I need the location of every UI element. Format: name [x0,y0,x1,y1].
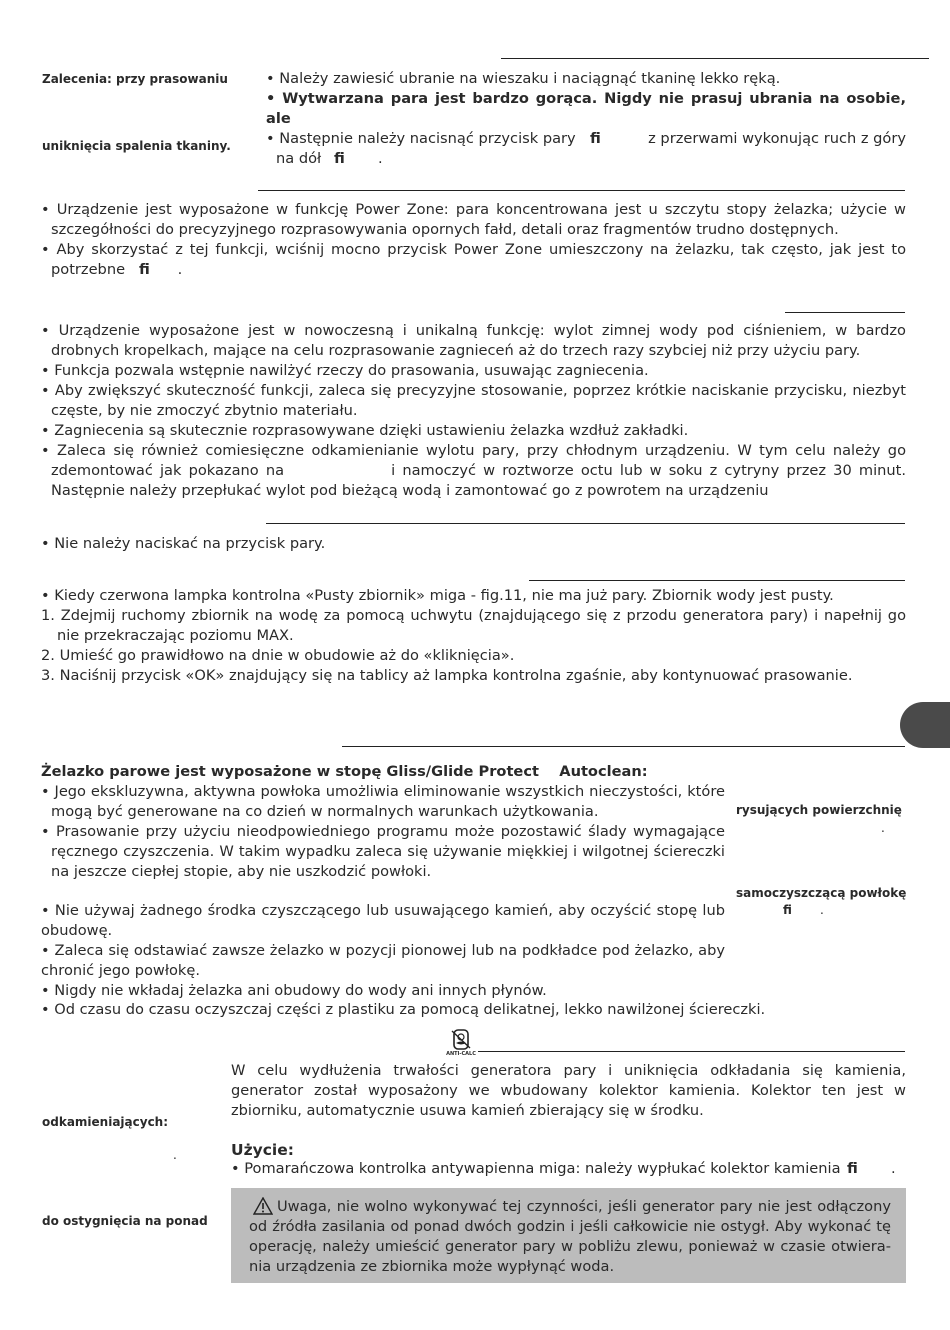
side-label-1: Zalecenia: przy prasowaniu [42,72,228,86]
sec6-line-5: • Nigdy nie wkładaj żelazka ani obudowy do wody ani innych płynów. [41,982,547,999]
sec5-text [41,586,906,686]
side-label-3-tail: . [881,821,885,835]
side-label-4: samoczyszczącą powłokę [736,886,907,900]
sec1-fig-2: ﬁ [334,150,345,167]
sec3-line-1: • Urządzenie wyposażone jest w nowoczesną i unikalną funkcję: wylot zimnej wody pod ciśnieniem, w bardzo drobnych kropelkach, mające na celu rozprasowanie zagnieceń aż do trzech razy szybciej niż przy użyciu pary. [41,322,906,359]
section-rule-7 [478,1051,905,1052]
sec3-line-5a: • Zaleca się również comiesięczne odkamienianie wylotu pary, przy chłodnym urządzeniu. W tym celu należy go zdemontować jak pokazano na [41,442,906,479]
warning-box [231,1188,906,1283]
side-label-4-tail: . [820,903,824,917]
sec1-line-4b: . [378,150,383,167]
sec7-usage-fig: ﬁ [847,1160,858,1177]
sec6-heading: Żelazko parowe jest wyposażone w stopę Gliss/Glide Protect Autoclean: [41,763,648,780]
sec6-text-a [41,782,725,882]
sec1-line-1: • Należy zawiesić ubranie na wieszaku i naciągnąć tkaninę lekko ręką. [266,70,781,87]
sec7-usage-line-a: • Pomarańczowa kontrolka antywapienna miga: należy wypłukać kolektor kamienia [231,1160,841,1177]
sec6-line-6: • Od czasu do czasu oczyszczaj części z plastiku za pomocą delikatnej, lekko nawilżonej ściereczki. [41,1001,766,1018]
section-rule-6 [342,746,905,747]
sec7-usage-heading: Użycie: [231,1141,294,1159]
sec5-line-2: 1. Zdejmij ruchomy zbiornik na wodę za pomocą uchwytu (znajdującego się z przodu generatora pary) i napełnij go nie przekraczając poziomu MAX. [41,607,906,644]
sec4-line-1: • Nie należy naciskać na przycisk pary. [41,535,326,552]
warning-text-content: Uwaga, nie wolno wykonywać tej czynności, jeśli generator pary nie jest odłączony od źródła zasilania od ponad dwóch godzin i jeśli całkowicie nie ostygł. Aby wykonać tę operację, należy umieścić generator pary w pobliżu zlewu, ponieważ w czasie otwiera-nia urządzenia ze zbiornika może wypłynąć woda. [249,1198,891,1275]
sec1-line-3b: z przerwami wykonując ruch z góry [648,130,906,147]
sec1-fig-1: ﬁ [590,130,601,147]
sec6-line-2: • Prasowanie przy użyciu nieodpowiedniego programu może pozostawić ślady wymagające ręcznego czyszczenia. W takim wypadku zaleca się używanie miękkiej i wilgotnej ściereczki na jeszcze ciepłej stopie, aby nie uszkodzić powłoki. [41,823,725,880]
sec1-line-3a: • Następnie należy nacisnąć przycisk pary [266,130,576,147]
sec3-line-4: • Zagniecenia są skutecznie rozprasowywane dzięki ustawieniu żelazka wzdłuż zakładki. [41,422,689,439]
sec3-line-5b: i namoczyć w roztworze octu lub w soku z cytryny przez 30 minut. Następnie należy przepłukać wylot pod bieżącą wodą i zamontować go z powrotem na urządzeniu [51,462,906,499]
sec6-line-1: • Jego ekskluzywna, aktywna powłoka umożliwia eliminowanie wszystkich nieczystości, które mogą być generowane na co dzień w normalnych warunkach użytkowania. [41,783,725,820]
sec2-line-1: • Urządzenie jest wyposażone w funkcję Power Zone: para koncentrowana jest u szczytu stopy żelazka; użycie w szczegółności do precyzyjnego rozprasowywania opornych fałd, detali oraz fragmentów trudno dostępnych. [41,201,906,238]
section-rule-3 [785,312,905,313]
sec2-fig-tail: . [177,261,183,278]
section-rule-1 [501,58,929,59]
sec5-line-4: 3. Naciśnij przycisk «OK» znajdujący się na tablicy aż lampka kontrolna zgaśnie, aby kontynuować prasowanie. [41,667,853,684]
sec5-line-1: • Kiedy czerwona lampka kontrolna «Pusty zbiornik» miga - fig.11, nie ma już pary. Zbiornik wody jest pusty. [41,587,834,604]
sec3-line-5 [41,441,906,501]
warning-text [249,1197,891,1277]
sec2-line-2-text: • Aby skorzystać z tej funkcji, wciśnij mocno przycisk Power Zone umieszczony na żelazku, tak często, jak jest to potrzebne [41,241,906,278]
section-rule-2 [258,190,905,191]
side-label-3: rysujących powierzchnię [736,803,902,817]
sec7-usage-line-b: . [891,1160,896,1177]
side-label-2: uniknięcia spalenia tkaniny. [42,139,231,153]
sec3-line-3: • Aby zwiększyć skuteczność funkcji, zaleca się precyzyjne stosowanie, poprzez krótkie naciskanie przycisku, niezbyt częste, by nie zmoczyć zbytnio materiału. [41,382,906,419]
page-tab [900,702,950,748]
sec3-text [41,321,906,501]
side-label-4-fig: ﬁ [783,903,792,917]
side-label-6: do ostygnięcia na ponad [42,1214,208,1228]
anti-calc-label: ANTI-CALC [446,1051,476,1057]
side-label-5: odkamieniających: [42,1115,169,1129]
sec1-line-4a: na dół [276,150,322,167]
sec2-line-2 [41,240,906,280]
sec2-text [41,200,906,280]
sec2-fig: ﬁ [138,261,150,278]
sec6-line-4: • Zaleca się odstawiać zawsze żelazko w pozycji pionowej lub na podkładce pod żelazko, aby chronić jego powłokę. [41,942,725,979]
anti-calc-icon [446,1028,476,1058]
section-rule-5 [529,580,905,581]
sec6-text-b [41,901,725,981]
sec1-line-2: • Wytwarzana para jest bardzo gorąca. Nigdy nie prasuj ubrania na osobie, ale [266,90,906,127]
sec3-line-2: • Funkcja pozwala wstępnie nawilżyć rzeczy do prasowania, usuwając zagniecenia. [41,362,649,379]
sec6-line-3: • Nie używaj żadnego środka czyszczącego lub usuwającego kamień, aby oczyścić stopę lub obudowę. [41,902,725,939]
sec7-paragraph: W celu wydłużenia trwałości generatora pary i uniknięcia odkładania się kamienia, generator został wyposażony we wbudowany kolektor kamienia. Kolektor ten jest w zbiorniku, automatycznie usuwa kamień zbierający się w środku. [231,1062,906,1119]
section-rule-4 [266,523,905,524]
side-label-5-tail: . [173,1148,177,1162]
sec5-line-3: 2. Umieść go prawidłowo na dnie w obudowie aż do «kliknięcia». [41,647,515,664]
